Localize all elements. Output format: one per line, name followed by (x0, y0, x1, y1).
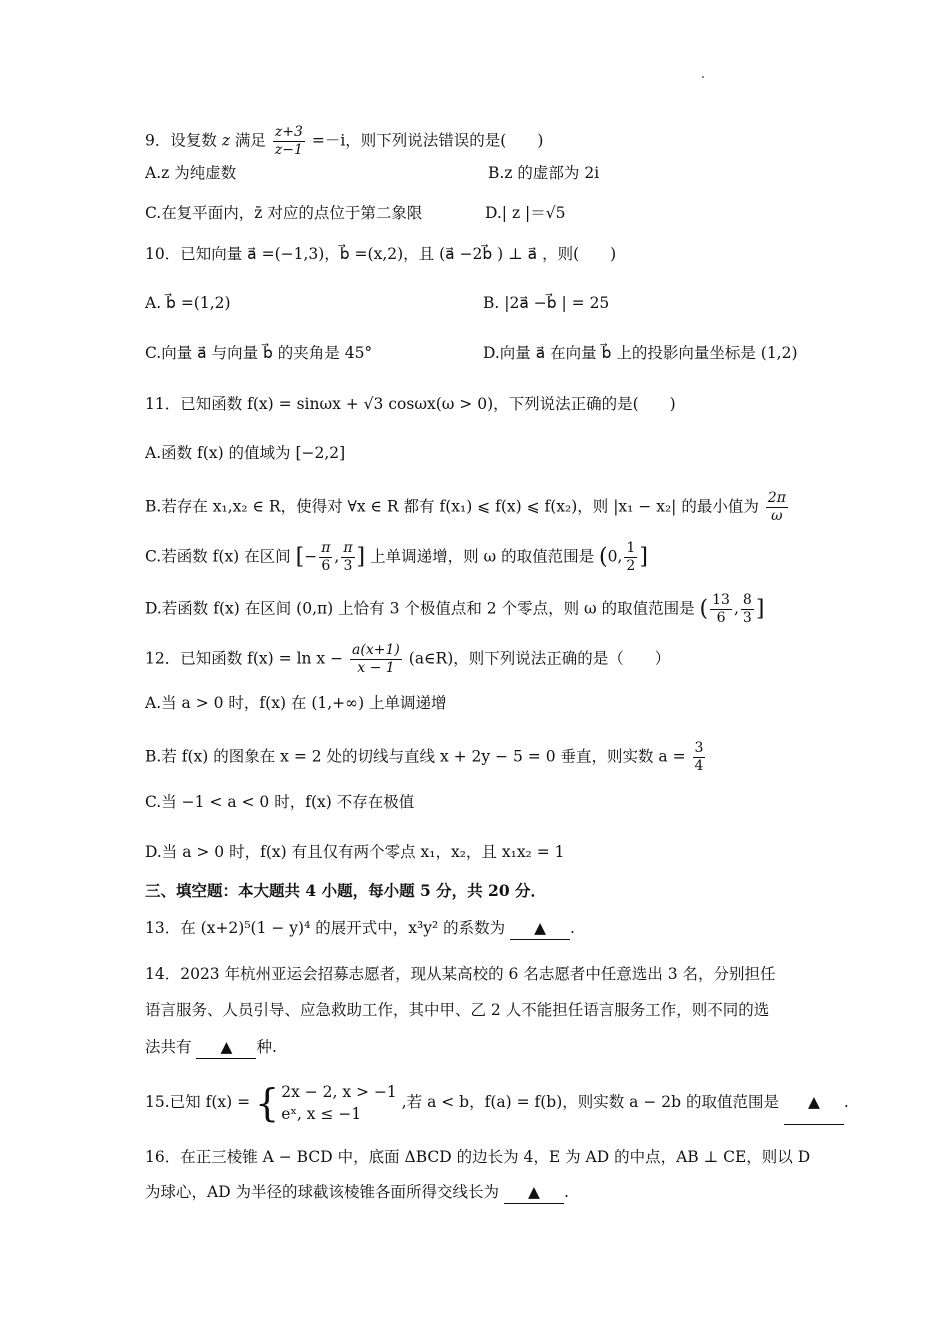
q14-line3-post: 种. (256, 1038, 277, 1056)
q12-fraction (350, 642, 402, 677)
q10-option-a: A. b⃗ =(1,2) (145, 294, 231, 312)
q11-d-frac1 (710, 592, 732, 627)
q11-option-c-mid: 上单调递增，则 ω 的取值范围是 (370, 547, 595, 566)
q12-option-b-text: B.若 f(x) 的图象在 x = 2 处的切线与直线 x + 2y − 5 = 0 垂直，则实数 a = (145, 747, 686, 766)
q11-d-frac2-den: 3 (742, 610, 752, 626)
q9-frac-num: z+3 (274, 124, 303, 140)
q11-c-frac2 (341, 540, 354, 575)
q11-c-paren-open: ( (599, 544, 608, 570)
q11-option-c-pre: C.若函数 f(x) 在区间 (145, 547, 291, 566)
q15 (145, 1080, 849, 1125)
page-speck (702, 76, 704, 78)
q11-c-frac2-num: π (343, 540, 353, 556)
q11-d-paren-open: ( (699, 596, 709, 622)
q11-d-frac1-num: 13 (712, 592, 730, 608)
q11-c-frac3-num: 1 (626, 540, 636, 556)
q12-stem (145, 642, 670, 677)
q11-d-frac2-num: 8 (742, 592, 752, 608)
q9-option-c: C.在复平面内，z̄ 对应的点位于第二象限 (145, 204, 423, 222)
q11-option-b-text: B.若存在 x₁,x₂ ∈ R，使得对 ∀x ∈ R 都有 f(x₁) ⩽ f(x) ⩽ f(x₂)，则 |x₁ − x₂| 的最小值为 (145, 497, 759, 516)
q15-pre: 15.已知 f(x) = (145, 1093, 251, 1111)
q11-c-bracket-end: ] (639, 544, 648, 570)
q11-option-c: C.若函数 f(x) 在区间 [− $\frac{\pi}{6}$ , $\frac{\pi}{3}$ ] 上单调递增，则 ω 的取值范围是 (0, $\frac{1}{2}$ ] (145, 540, 648, 574)
q12-b-frac-den: 4 (694, 758, 704, 774)
q11-stem: 11．已知函数 f(x) = sinωx + √3 cosωx(ω > 0)，下列说法正确的是( ) (145, 395, 676, 413)
q11-option-b (145, 490, 790, 525)
q11-d-frac2 (741, 592, 754, 627)
q12-option-d: D.当 a > 0 时，f(x) 有且仅有两个零点 x₁，x₂，且 x₁x₂ = 1 (145, 843, 565, 861)
q11-d-frac1-den: 6 (716, 610, 726, 626)
q9-option-d: D.| z |＝√5 (485, 204, 566, 222)
q9-option-a: A.z 为纯虚数 (145, 164, 237, 182)
q9-stem-post: =－i，则下列说法错误的是( ) (311, 131, 544, 150)
q11-option-a: A.函数 f(x) 的值域为 [−2,2] (145, 444, 346, 462)
q12-frac-den: x − 1 (357, 660, 395, 676)
q11-option-d: D.若函数 f(x) 在区间 (0,π) 上恰有 3 个极值点和 2 个零点，则 ω 的取值范围是 ( $\frac{13}{6}$ , $\frac{8}{3}$ ] (145, 592, 765, 626)
q14-line2: 语言服务、人员引导、应急救助工作，其中甲、乙 2 人不能担任语言服务工作，则不同的选 (145, 1001, 770, 1019)
q15-cases (281, 1081, 397, 1125)
q11-c-bracket-close: ] (356, 544, 366, 570)
q12-stem-pre: 12．已知函数 f(x) = ln x − (145, 649, 344, 668)
q11-c-frac2-den: 3 (343, 558, 353, 574)
q9-var-z: z (221, 131, 230, 150)
q11-b-frac-den: ω (771, 508, 783, 524)
q14-line1: 14．2023 年杭州亚运会招募志愿者，现从某高校的 6 名志愿者中任意选出 3 名，分别担任 (145, 965, 776, 983)
q12-option-b-fraction (693, 740, 706, 775)
q9-stem-mid: 满足 (234, 131, 266, 150)
q15-post: ,若 a < b，f(a) = f(b)，则实数 a − 2b 的取值范围是 (401, 1093, 779, 1111)
q13-end: . (570, 919, 575, 937)
q12-stem-post: (a∈R)，则下列说法正确的是（ ） (408, 649, 671, 668)
q11-c-frac1 (319, 540, 332, 575)
q15-answer-blank: ▲ (784, 1080, 844, 1125)
q12-frac-num: a(x+1) (352, 642, 400, 658)
q11-c-bracket-open: [ (295, 544, 305, 570)
q14-line3 (145, 1036, 277, 1059)
q9-fraction (273, 124, 305, 159)
q16-line2-pre: 为球心，AD 为半径的球截该棱锥各面所得交线长为 (145, 1183, 500, 1201)
q9-stem (145, 124, 543, 159)
q11-d-bracket-close: ] (755, 596, 765, 622)
q14-answer-blank: ▲ (196, 1036, 256, 1059)
q15-end: . (843, 1093, 849, 1111)
q10-option-d: D.向量 a⃗ 在向量 b⃗ 上的投影向量坐标是 (1,2) (483, 344, 798, 362)
q11-b-frac-num: 2π (767, 490, 786, 506)
q15-brace: { (255, 1081, 280, 1125)
q16-line2 (145, 1181, 569, 1204)
q15-case-2: eˣ, x ≤ −1 (281, 1105, 362, 1123)
q10-option-c: C.向量 a⃗ 与向量 b⃗ 的夹角是 45° (145, 344, 373, 362)
q15-case-1: 2x − 2, x > −1 (281, 1083, 397, 1101)
q11-c-frac3 (624, 540, 637, 575)
q12-option-a: A.当 a > 0 时，f(x) 在 (1,+∞) 上单调递增 (145, 694, 447, 712)
q16-line2-post: . (564, 1183, 569, 1201)
q12-option-b (145, 740, 707, 775)
q10-option-b: B. |2a⃗ −b⃗ | = 25 (483, 294, 610, 312)
q11-c-frac3-den: 2 (626, 558, 636, 574)
q11-option-b-fraction (766, 490, 788, 525)
q13-answer-blank: ▲ (510, 917, 570, 940)
q16-answer-blank: ▲ (504, 1181, 564, 1204)
q14-line3-pre: 法共有 (145, 1038, 192, 1056)
q10-stem: 10．已知向量 a⃗ =(−1,3)，b⃗ =(x,2)，且 (a⃗ −2b⃗ ) ⊥ a⃗ ，则( ) (145, 245, 617, 263)
q9-frac-den: z−1 (274, 142, 303, 158)
q13 (145, 917, 575, 940)
q11-c-frac1-num: π (321, 540, 331, 556)
q13-text: 13．在 (x+2)⁵(1 − y)⁴ 的展开式中，x³y² 的系数为 (145, 919, 506, 937)
section-three-heading: 三、填空题：本大题共 4 小题，每小题 5 分，共 20 分． (145, 881, 547, 900)
q16-line1: 16．在正三棱锥 A − BCD 中，底面 ΔBCD 的边长为 4，E 为 AD 的中点，AB ⊥ CE，则以 D (145, 1148, 811, 1166)
q11-option-d-pre: D.若函数 f(x) 在区间 (0,π) 上恰有 3 个极值点和 2 个零点，则 ω 的取值范围是 (145, 599, 695, 618)
q9-stem-pre: 9．设复数 (145, 131, 217, 150)
q12-option-c: C.当 −1 < a < 0 时，f(x) 不存在极值 (145, 793, 415, 811)
q11-c-frac1-den: 6 (321, 558, 331, 574)
q12-b-frac-num: 3 (694, 740, 704, 756)
q9-option-b: B.z 的虚部为 2i (488, 164, 600, 182)
